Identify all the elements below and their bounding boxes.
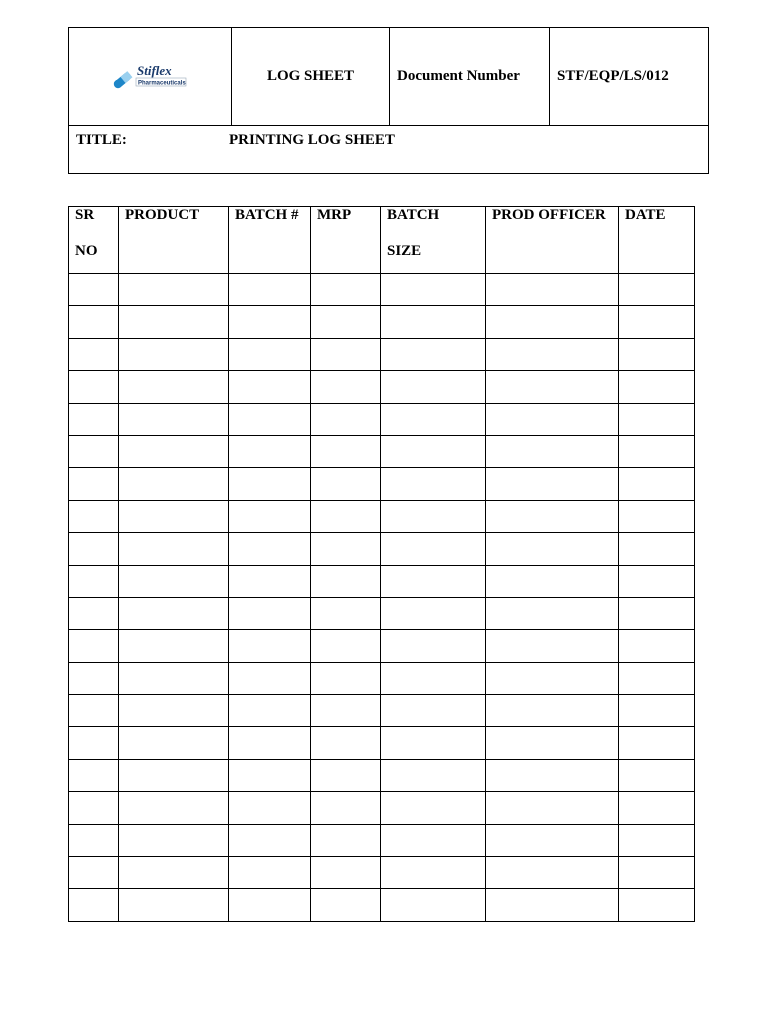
table-cell[interactable] bbox=[486, 889, 619, 921]
table-cell[interactable] bbox=[311, 500, 381, 532]
table-cell[interactable] bbox=[119, 857, 229, 889]
table-cell[interactable] bbox=[229, 759, 311, 791]
table-cell[interactable] bbox=[69, 565, 119, 597]
table-cell[interactable] bbox=[381, 533, 486, 565]
table-cell[interactable] bbox=[381, 468, 486, 500]
table-cell[interactable] bbox=[69, 371, 119, 403]
table-cell[interactable] bbox=[229, 792, 311, 824]
table-row bbox=[69, 597, 695, 629]
table-cell[interactable] bbox=[619, 889, 695, 921]
table-cell[interactable] bbox=[229, 630, 311, 662]
table-cell[interactable] bbox=[619, 403, 695, 435]
table-cell[interactable] bbox=[619, 727, 695, 759]
table-cell[interactable] bbox=[311, 630, 381, 662]
table-row bbox=[69, 533, 695, 565]
table-cell[interactable] bbox=[69, 727, 119, 759]
table-row bbox=[69, 727, 695, 759]
table-cell[interactable] bbox=[619, 306, 695, 338]
table-row bbox=[69, 824, 695, 856]
table-header-row bbox=[69, 207, 695, 274]
table-cell[interactable] bbox=[229, 306, 311, 338]
table-cell[interactable] bbox=[229, 403, 311, 435]
table-cell[interactable] bbox=[69, 695, 119, 727]
logo-cell bbox=[69, 28, 232, 126]
table-cell[interactable] bbox=[381, 662, 486, 694]
table-cell[interactable] bbox=[619, 435, 695, 467]
table-cell[interactable] bbox=[486, 857, 619, 889]
table-cell[interactable] bbox=[311, 727, 381, 759]
col-header-prod-officer: PROD OFFICER bbox=[486, 207, 619, 274]
document-number-label: Document Number bbox=[390, 28, 550, 126]
table-cell[interactable] bbox=[381, 597, 486, 629]
log-table-body bbox=[69, 274, 695, 922]
table-cell[interactable] bbox=[69, 597, 119, 629]
table-cell[interactable] bbox=[619, 371, 695, 403]
table-cell[interactable] bbox=[119, 824, 229, 856]
table-row bbox=[69, 857, 695, 889]
table-cell[interactable] bbox=[619, 759, 695, 791]
table-row bbox=[69, 792, 695, 824]
company-logo bbox=[111, 62, 189, 92]
table-cell[interactable] bbox=[381, 889, 486, 921]
table-cell[interactable] bbox=[486, 727, 619, 759]
table-cell[interactable] bbox=[119, 371, 229, 403]
table-cell[interactable] bbox=[119, 468, 229, 500]
table-cell[interactable] bbox=[311, 565, 381, 597]
table-cell[interactable] bbox=[69, 824, 119, 856]
table-cell[interactable] bbox=[311, 695, 381, 727]
table-cell[interactable] bbox=[619, 338, 695, 370]
col-header-batch-number: BATCH # bbox=[229, 207, 311, 274]
table-cell[interactable] bbox=[619, 824, 695, 856]
table-cell[interactable] bbox=[229, 662, 311, 694]
table-cell[interactable] bbox=[119, 274, 229, 306]
table-row bbox=[69, 338, 695, 370]
table-cell[interactable] bbox=[381, 338, 486, 370]
table-cell[interactable] bbox=[311, 371, 381, 403]
table-cell[interactable] bbox=[381, 824, 486, 856]
table-cell[interactable] bbox=[311, 435, 381, 467]
table-cell[interactable] bbox=[381, 792, 486, 824]
table-cell[interactable] bbox=[619, 662, 695, 694]
table-cell[interactable] bbox=[119, 500, 229, 532]
table-cell[interactable] bbox=[619, 468, 695, 500]
table-cell[interactable] bbox=[311, 857, 381, 889]
table-row bbox=[69, 695, 695, 727]
table-cell[interactable] bbox=[69, 630, 119, 662]
table-cell[interactable] bbox=[311, 662, 381, 694]
logo-subtext: Pharmaceuticals bbox=[138, 80, 186, 86]
table-cell[interactable] bbox=[119, 403, 229, 435]
table-cell[interactable] bbox=[381, 857, 486, 889]
table-row bbox=[69, 630, 695, 662]
table-cell[interactable] bbox=[119, 727, 229, 759]
col-header-product: PRODUCT bbox=[119, 207, 229, 274]
table-cell[interactable] bbox=[119, 792, 229, 824]
col-header-batch-size: BATCH SIZE bbox=[381, 207, 486, 274]
table-cell[interactable] bbox=[69, 759, 119, 791]
table-cell[interactable] bbox=[69, 403, 119, 435]
table-cell[interactable] bbox=[119, 435, 229, 467]
table-cell[interactable] bbox=[69, 468, 119, 500]
table-cell[interactable] bbox=[486, 403, 619, 435]
table-cell[interactable] bbox=[311, 759, 381, 791]
table-cell[interactable] bbox=[619, 274, 695, 306]
table-cell[interactable] bbox=[119, 306, 229, 338]
table-cell[interactable] bbox=[69, 306, 119, 338]
table-cell[interactable] bbox=[229, 468, 311, 500]
table-row bbox=[69, 274, 695, 306]
table-row bbox=[69, 565, 695, 597]
table-cell[interactable] bbox=[486, 371, 619, 403]
table-cell[interactable] bbox=[619, 565, 695, 597]
table-cell[interactable] bbox=[381, 274, 486, 306]
table-cell[interactable] bbox=[69, 435, 119, 467]
table-cell[interactable] bbox=[486, 792, 619, 824]
table-cell[interactable] bbox=[486, 597, 619, 629]
table-cell[interactable] bbox=[619, 500, 695, 532]
table-cell[interactable] bbox=[381, 435, 486, 467]
printing-log-table bbox=[68, 206, 695, 922]
title-label: TITLE: bbox=[76, 132, 127, 148]
table-cell[interactable] bbox=[619, 533, 695, 565]
table-cell[interactable] bbox=[69, 274, 119, 306]
table-cell[interactable] bbox=[69, 533, 119, 565]
table-cell[interactable] bbox=[381, 759, 486, 791]
table-row bbox=[69, 306, 695, 338]
table-cell[interactable] bbox=[311, 889, 381, 921]
table-cell[interactable] bbox=[311, 274, 381, 306]
table-cell[interactable] bbox=[119, 533, 229, 565]
table-cell[interactable] bbox=[486, 435, 619, 467]
table-cell[interactable] bbox=[69, 662, 119, 694]
table-cell[interactable] bbox=[619, 695, 695, 727]
table-row bbox=[69, 435, 695, 467]
table-cell[interactable] bbox=[619, 630, 695, 662]
table-cell[interactable] bbox=[119, 662, 229, 694]
table-cell[interactable] bbox=[119, 630, 229, 662]
col-header-sr-no: SR NO bbox=[69, 207, 119, 274]
col-header-date: DATE bbox=[619, 207, 695, 274]
table-cell[interactable] bbox=[311, 597, 381, 629]
table-cell[interactable] bbox=[486, 306, 619, 338]
table-cell[interactable] bbox=[486, 565, 619, 597]
table-cell[interactable] bbox=[69, 889, 119, 921]
table-cell[interactable] bbox=[381, 565, 486, 597]
table-row bbox=[69, 889, 695, 921]
table-cell[interactable] bbox=[486, 695, 619, 727]
sheet-type-label: LOG SHEET bbox=[232, 28, 390, 126]
table-cell[interactable] bbox=[69, 338, 119, 370]
table-cell[interactable] bbox=[119, 759, 229, 791]
table-cell[interactable] bbox=[229, 889, 311, 921]
table-cell[interactable] bbox=[381, 500, 486, 532]
table-cell[interactable] bbox=[311, 403, 381, 435]
table-cell[interactable] bbox=[381, 306, 486, 338]
page-title: PRINTING LOG SHEET bbox=[229, 132, 395, 148]
table-cell[interactable] bbox=[229, 824, 311, 856]
col-header-mrp: MRP bbox=[311, 207, 381, 274]
table-cell[interactable] bbox=[69, 792, 119, 824]
logo-wordmark: Stiflex bbox=[137, 62, 172, 78]
table-cell[interactable] bbox=[229, 857, 311, 889]
table-cell[interactable] bbox=[119, 565, 229, 597]
table-cell[interactable] bbox=[229, 533, 311, 565]
table-cell[interactable] bbox=[486, 662, 619, 694]
table-cell[interactable] bbox=[486, 533, 619, 565]
table-cell[interactable] bbox=[311, 306, 381, 338]
table-cell[interactable] bbox=[381, 403, 486, 435]
table-cell[interactable] bbox=[229, 695, 311, 727]
table-cell[interactable] bbox=[311, 533, 381, 565]
table-cell[interactable] bbox=[229, 338, 311, 370]
table-cell[interactable] bbox=[486, 824, 619, 856]
table-row bbox=[69, 759, 695, 791]
table-cell[interactable] bbox=[119, 889, 229, 921]
table-cell[interactable] bbox=[229, 597, 311, 629]
table-cell[interactable] bbox=[119, 597, 229, 629]
table-cell[interactable] bbox=[381, 371, 486, 403]
table-cell[interactable] bbox=[381, 630, 486, 662]
table-cell[interactable] bbox=[229, 565, 311, 597]
table-cell[interactable] bbox=[486, 630, 619, 662]
table-cell[interactable] bbox=[229, 500, 311, 532]
table-cell[interactable] bbox=[486, 759, 619, 791]
table-cell[interactable] bbox=[619, 792, 695, 824]
table-row bbox=[69, 662, 695, 694]
document-header bbox=[68, 27, 709, 174]
table-row bbox=[69, 371, 695, 403]
table-cell[interactable] bbox=[229, 727, 311, 759]
table-row bbox=[69, 500, 695, 532]
table-cell[interactable] bbox=[119, 695, 229, 727]
table-cell[interactable] bbox=[486, 468, 619, 500]
table-cell[interactable] bbox=[69, 857, 119, 889]
table-row bbox=[69, 403, 695, 435]
table-cell[interactable] bbox=[311, 468, 381, 500]
table-cell[interactable] bbox=[619, 597, 695, 629]
table-cell[interactable] bbox=[619, 857, 695, 889]
table-cell[interactable] bbox=[229, 435, 311, 467]
table-cell[interactable] bbox=[311, 338, 381, 370]
table-cell[interactable] bbox=[69, 500, 119, 532]
title-row bbox=[69, 126, 709, 174]
table-cell[interactable] bbox=[229, 274, 311, 306]
table-cell[interactable] bbox=[311, 792, 381, 824]
document-number-value: STF/EQP/LS/012 bbox=[550, 28, 709, 126]
table-cell[interactable] bbox=[486, 500, 619, 532]
table-cell[interactable] bbox=[486, 338, 619, 370]
table-cell[interactable] bbox=[381, 727, 486, 759]
table-cell[interactable] bbox=[119, 338, 229, 370]
table-cell[interactable] bbox=[311, 824, 381, 856]
table-cell[interactable] bbox=[486, 274, 619, 306]
table-cell[interactable] bbox=[229, 371, 311, 403]
table-row bbox=[69, 468, 695, 500]
table-cell[interactable] bbox=[381, 695, 486, 727]
